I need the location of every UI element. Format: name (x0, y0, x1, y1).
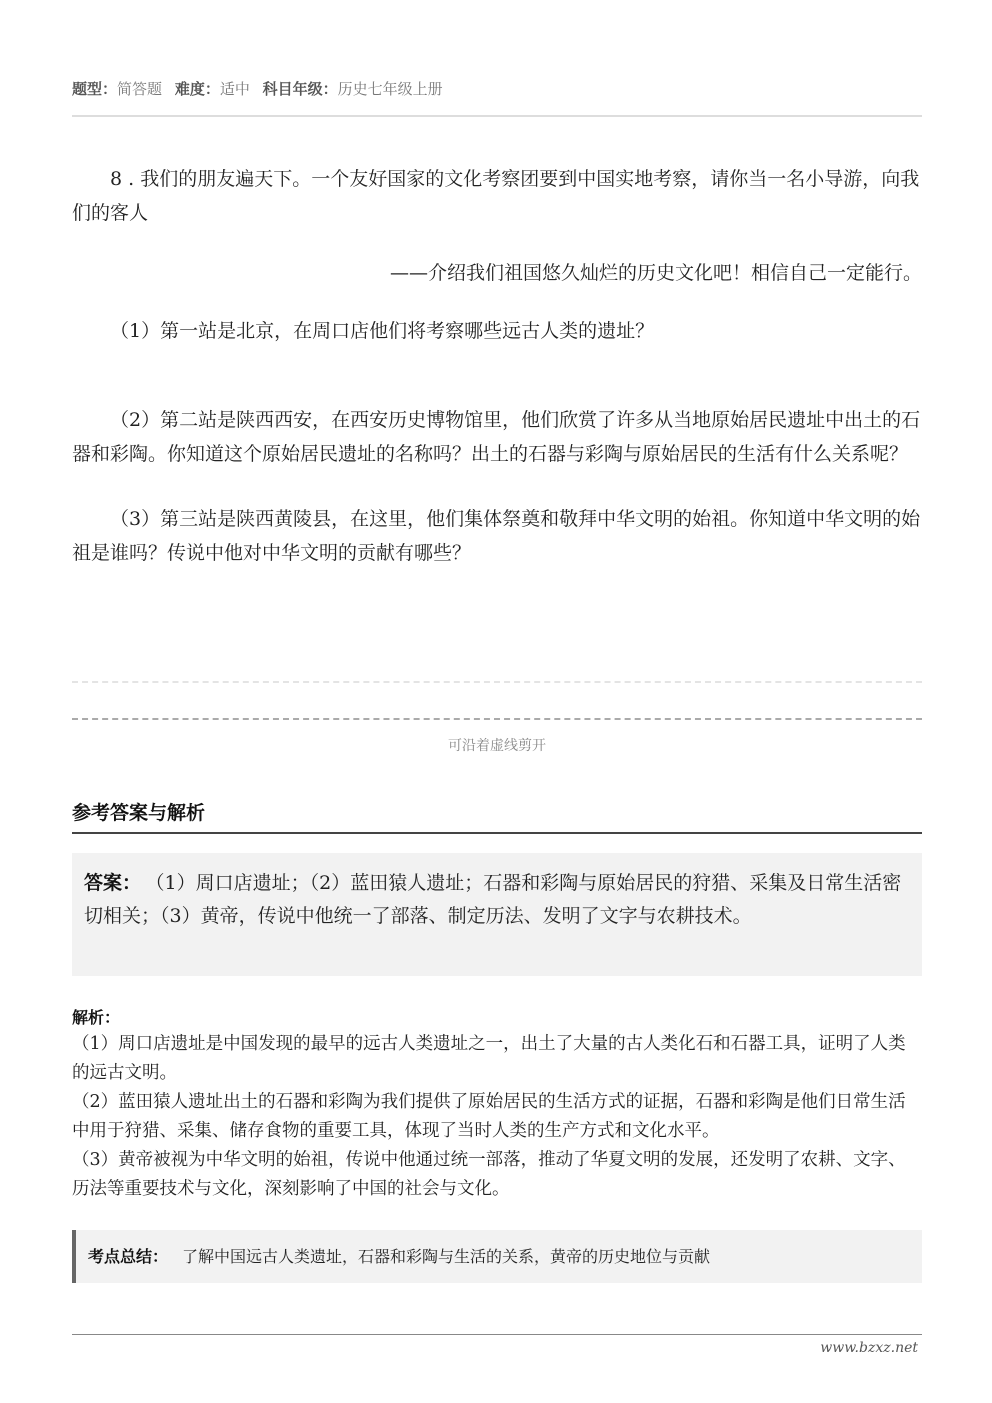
analysis-paragraph-3: （3）黄帝被视为中华文明的始祖，传说中他通过统一部落，推动了华夏文明的发展，还发明了农耕、文字、历法等重要技术与文化，深刻影响了中国的社会与文化。 (72, 1150, 906, 1199)
question-sign-line: ——介绍我们祖国悠久灿烂的历史文化吧！相信自己一定能行。 (389, 262, 922, 284)
answer-text: （1）周口店遗址；（2）蓝田猿人遗址；石器和彩陶与原始居民的狩猎、采集及日常生活密切相关；（3）黄帝，传说中他统一了部落、制定历法、发明了文字与农耕技术。 (84, 872, 902, 927)
key-point-label: 考点总结： (88, 1247, 169, 1266)
analysis-paragraph-2: （2）蓝田猿人遗址出土的石器和彩陶为我们提供了原始居民的生活方式的证据，石器和彩陶是他们日常生活中用于狩猎、采集、储存食物的重要工具，体现了当时人类的生产方式和文化水平。 (72, 1092, 906, 1141)
answer-label: 答案： (84, 872, 142, 894)
analysis-paragraph-1: （1）周口店遗址是中国发现的最早的远古人类遗址之一，出土了大量的古人类化石和石器工具，证明了人类的远古文明。 (72, 1034, 906, 1083)
sub-question-2: （2）第二站是陕西西安，在西安历史博物馆里，他们欣赏了许多从当地原始居民遗址中出土的石器和彩陶。你知道这个原始居民遗址的名称吗？出土的石器与彩陶与原始居民的生活有什么关系呢？ (72, 409, 921, 465)
answer-section-divider (72, 832, 922, 834)
analysis-label: 解析： (72, 1008, 121, 1027)
type-label: 题型： (72, 80, 118, 98)
type-value: 简答题 (117, 80, 163, 98)
meta-divider (72, 115, 922, 117)
question-meta (72, 78, 922, 99)
cut-note: 可沿着虚线剪开 (448, 738, 546, 754)
subject-label: 科目年级： (262, 80, 338, 98)
difficulty-value: 适中 (219, 80, 250, 98)
key-point-text: 了解中国远古人类遗址，石器和彩陶与生活的关系，黄帝的历史地位与贡献 (182, 1247, 711, 1266)
key-point-box (72, 1230, 922, 1283)
answer-space-dashed-line (72, 681, 922, 683)
cut-dashed-line (72, 718, 922, 720)
answer-box (72, 853, 922, 976)
difficulty-label: 难度： (174, 80, 220, 98)
subject-value: 历史七年级上册 (337, 80, 443, 98)
footer-url: www.bzxz.net (820, 1340, 918, 1356)
footer-divider (72, 1334, 922, 1335)
answer-section-title: 参考答案与解析 (72, 802, 206, 824)
question-intro: 8 . 我们的朋友遍天下。一个友好国家的文化考察团要到中国实地考察，请你当一名小导游，向我们的客人 (72, 168, 920, 224)
sub-question-3: （3）第三站是陕西黄陵县，在这里，他们集体祭奠和敬拜中华文明的始祖。你知道中华文明的始祖是谁吗？传说中他对中华文明的贡献有哪些？ (72, 508, 921, 564)
analysis-body (72, 1030, 922, 1204)
sub-question-1: （1）第一站是北京，在周口店他们将考察哪些远古人类的遗址？ (110, 320, 655, 342)
